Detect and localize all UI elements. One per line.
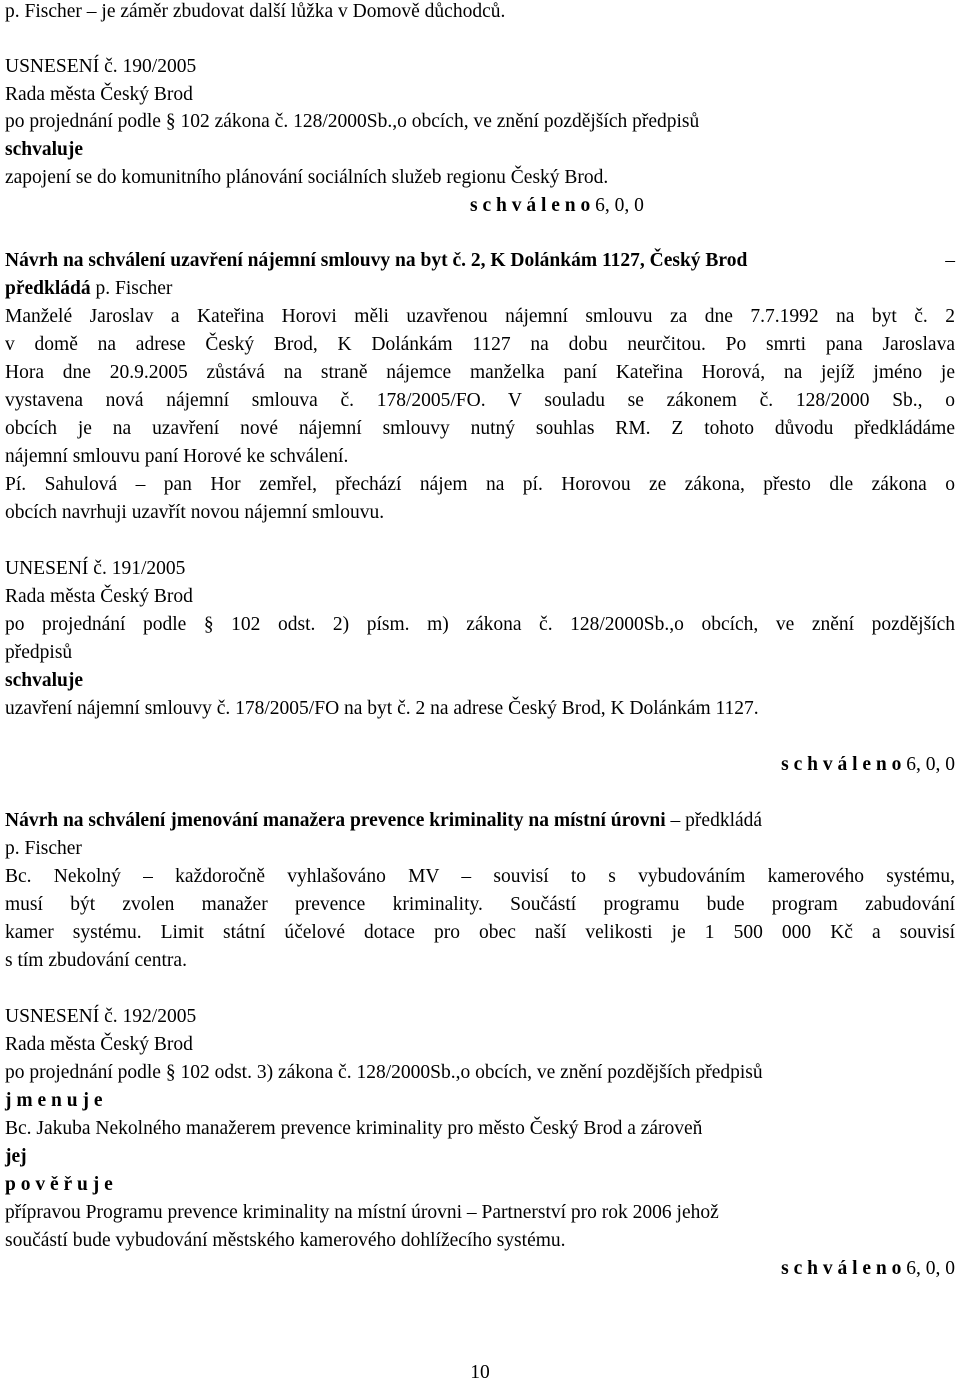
vote-result [5,1259,955,1279]
vote-count: 6, 0, 0 [590,195,644,216]
vote-count: 6, 0, 0 [901,1258,955,1279]
agenda-title: Návrh na schválení jmenování manažera prevence kriminality na místní úrovni [5,810,666,831]
resolution-heading: USNESENÍ č. 192/2005 [5,1006,197,1027]
vote-result [5,755,955,775]
text-line: p. Fischer – je záměr zbudovat další lůžka v Domově důchodců. [5,1,506,22]
verb-appoints: j m e n u j e [5,1090,103,1111]
presenter-label: předkládá [5,278,91,299]
vote-count: 6, 0, 0 [901,754,955,775]
text-line: zapojení se do komunitního plánování sociálních služeb regionu Český Brod. [5,167,609,188]
text-line: po projednání podle § 102 odst. 3) zákona č. 128/2000Sb.,o obcích, ve znění pozdějších předpisů [5,1062,763,1083]
agenda-heading [5,811,955,831]
verb-entrusts: p o v ě ř u j e [5,1174,113,1195]
text-line: přípravou Programu prevence kriminality na místní úrovni – Partnerství pro rok 2006 jehož [5,1202,719,1223]
text-line: uzavření nájemní smlouvy č. 178/2005/FO na byt č. 2 na adrese Český Brod, K Dolánkám 1127. [5,698,759,719]
agenda-heading [5,251,955,271]
text-line: předpisů [5,642,73,663]
text-line: Rada města Český Brod [5,1034,193,1055]
text-line: Bc. Nekolný – každoročně vyhlašováno MV – souvisí to s vybudováním kamerového systému, [5,866,955,887]
text-line: obcích je na uzavření nové nájemní smlouvy nutný souhlas RM. Z tohoto důvodu předkládáme [5,418,955,439]
text-line: po projednání podle § 102 odst. 2) písm. m) zákona č. 128/2000Sb.,o obcích, ve znění pozdějších [5,614,955,635]
text-line: Rada města Český Brod [5,586,193,607]
text-line: nájemní smlouvu paní Horové ke schválení. [5,446,349,467]
presenter-name: p. Fischer [90,278,173,299]
text-line: v domě na adrese Český Brod, K Dolánkám 1127 na dobu neurčitou. Po smrti pana Jaroslava [5,334,955,355]
text-line: Rada města Český Brod [5,84,193,105]
text-line: po projednání podle § 102 zákona č. 128/2000Sb.,o obcích, ve znění pozdějších předpisů [5,111,700,132]
vote-result [470,196,955,216]
text-line: Manželé Jaroslav a Kateřina Horovi měli uzavřenou nájemní smlouvu za dne 7.7.1992 na byt č. 2 [5,306,955,327]
text-line: jej [5,1146,27,1167]
text-line: Hora dne 20.9.2005 zůstává na straně nájemce manželka paní Kateřina Horová, na jejíž jméno je [5,362,955,383]
approved-label: s c h v á l e n o [781,1258,902,1279]
presenter-label: – předkládá [665,810,763,831]
agenda-title: Návrh na schválení uzavření nájemní smlouvy na byt č. 2, K Dolánkám 1127, Český Brod [5,250,748,271]
page-number: 10 [470,1362,490,1383]
verb-approves: schvaluje [5,670,83,691]
presenter-name: p. Fischer [5,838,82,859]
resolution-heading: USNESENÍ č. 190/2005 [5,56,197,77]
text-line: s tím zbudování centra. [5,950,187,971]
text-line: Bc. Jakuba Nekolného manažerem prevence kriminality pro město Český Brod a zároveň [5,1118,703,1139]
approved-label: s c h v á l e n o [781,754,902,775]
text-line: Pí. Sahulová – pan Hor zemřel, přechází nájem na pí. Horovou ze zákona, přesto dle zákona o [5,474,955,495]
text-line: musí být zvolen manažer prevence kriminality. Součástí programu bude program zabudování [5,894,955,915]
verb-approves: schvaluje [5,139,83,160]
text-line: kamer systému. Limit státní účelové dotace pro obec naší velikosti je 1 500 000 Kč a souvisí [5,922,955,943]
resolution-heading: UNESENÍ č. 191/2005 [5,558,186,579]
text-line: obcích navrhuji uzavřít novou nájemní smlouvu. [5,502,385,523]
text-line: vystavena nová nájemní smlouva č. 178/2005/FO. V souladu se zákonem č. 128/2000 Sb., o [5,390,955,411]
text-line: součástí bude vybudování městského kamerového dohlížecího systému. [5,1230,566,1251]
dash: – [945,250,955,271]
text-line [5,279,955,299]
approved-label: s c h v á l e n o [470,195,591,216]
